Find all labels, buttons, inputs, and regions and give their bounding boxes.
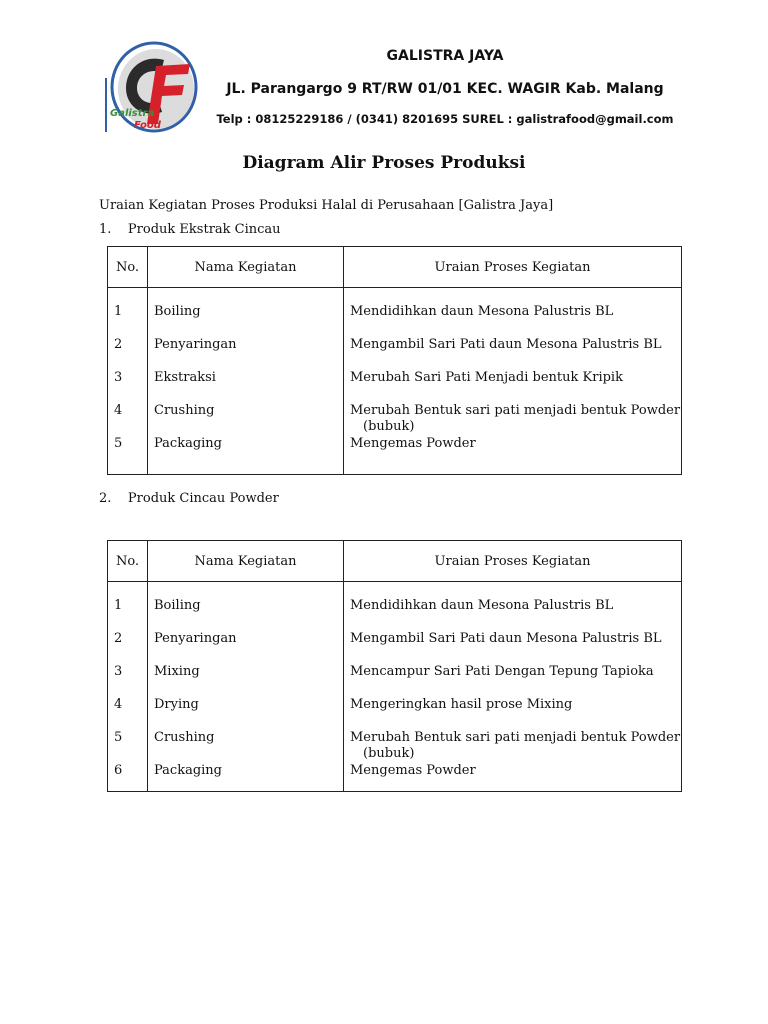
row-name: Boiling xyxy=(154,304,201,319)
row-name: Crushing xyxy=(154,403,215,418)
row-description: Mencampur Sari Pati Dengan Tepung Tapioka xyxy=(350,664,654,679)
column-header-name: Nama Kegiatan xyxy=(148,541,344,582)
row-no: 4 xyxy=(114,403,123,418)
section-1-heading: 1. Produk Ekstrak Cincau xyxy=(99,222,281,237)
row-description: Mendidihkan daun Mesona Palustris BL xyxy=(350,598,614,613)
row-description: Mendidihkan daun Mesona Palustris BL xyxy=(350,304,614,319)
row-no: 1 xyxy=(114,598,123,613)
row-no: 4 xyxy=(114,697,123,712)
column-header-description: Uraian Proses Kegiatan xyxy=(344,541,682,582)
name-column xyxy=(148,582,344,792)
column-header-name: Nama Kegiatan xyxy=(148,247,344,288)
intro-text: Uraian Kegiatan Proses Produksi Halal di Perusahaan [Galistra Jaya] xyxy=(99,198,554,213)
row-name: Packaging xyxy=(154,763,222,778)
description-column xyxy=(344,288,682,475)
row-no: 6 xyxy=(114,763,123,778)
row-description-line-1: Merubah Bentuk sari pati menjadi bentuk Powder xyxy=(350,403,681,418)
row-description: Mengambil Sari Pati daun Mesona Palustris BL xyxy=(350,631,662,646)
name-column xyxy=(148,288,344,475)
row-description: Mengemas Powder xyxy=(350,763,476,778)
row-name: Penyaringan xyxy=(154,337,237,352)
row-description-line-1: Merubah Bentuk sari pati menjadi bentuk Powder xyxy=(350,730,681,745)
table-header-row xyxy=(108,247,682,288)
galistra-food-logo xyxy=(104,40,200,136)
row-no: 2 xyxy=(114,337,123,352)
row-no: 1 xyxy=(114,304,123,319)
row-description: Mengemas Powder xyxy=(350,436,476,451)
column-header-description: Uraian Proses Kegiatan xyxy=(344,247,682,288)
row-description: Mengambil Sari Pati daun Mesona Palustris BL xyxy=(350,337,662,352)
no-column xyxy=(108,288,148,475)
row-description-line-2: (bubuk) xyxy=(363,419,415,434)
logo-text-food: Food xyxy=(134,120,161,131)
row-no: 5 xyxy=(114,730,123,745)
section-2-heading: 2. Produk Cincau Powder xyxy=(99,491,279,506)
row-name: Drying xyxy=(154,697,199,712)
row-no: 2 xyxy=(114,631,123,646)
description-column xyxy=(344,582,682,792)
table-body-row xyxy=(108,288,682,475)
row-description: Mengeringkan hasil prose Mixing xyxy=(350,697,573,712)
row-no: 3 xyxy=(114,370,123,385)
row-no: 3 xyxy=(114,664,123,679)
row-name: Crushing xyxy=(154,730,215,745)
row-description xyxy=(350,403,681,436)
company-contact: Telp : 08125229186 / (0341) 8201695 SUREL : galistrafood@gmail.com xyxy=(216,112,674,126)
process-table-2 xyxy=(107,540,682,792)
row-name: Penyaringan xyxy=(154,631,237,646)
company-name: GALISTRA JAYA xyxy=(386,48,504,64)
row-name: Mixing xyxy=(154,664,200,679)
column-header-no: No. xyxy=(108,247,148,288)
row-description-line-2: (bubuk) xyxy=(363,746,415,761)
logo-text-galistra: Galistra xyxy=(110,108,155,119)
column-header-no: No. xyxy=(108,541,148,582)
row-name: Boiling xyxy=(154,598,201,613)
row-name: Ekstraksi xyxy=(154,370,216,385)
table-header-row xyxy=(108,541,682,582)
row-name: Packaging xyxy=(154,436,222,451)
document-title: Diagram Alir Proses Produksi xyxy=(242,153,526,173)
company-address: JL. Parangargo 9 RT/RW 01/01 KEC. WAGIR Kab. Malang xyxy=(226,81,664,97)
row-no: 5 xyxy=(114,436,123,451)
table-body-row xyxy=(108,582,682,792)
no-column xyxy=(108,582,148,792)
row-description xyxy=(350,730,681,763)
row-description: Merubah Sari Pati Menjadi bentuk Kripik xyxy=(350,370,623,385)
process-table-1 xyxy=(107,246,682,475)
